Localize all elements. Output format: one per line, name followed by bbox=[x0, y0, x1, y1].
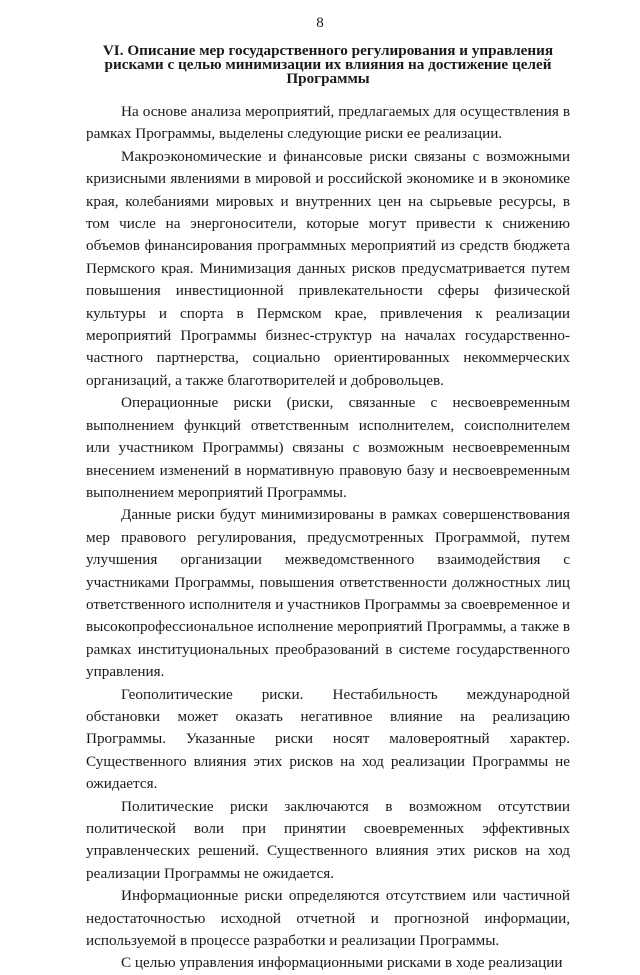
paragraph-geopolitical-risks: Геополитические риски. Нестабильность международной обстановки может оказать негативное влияние на реализацию Программы. Указанные риски носят маловероятный характер. Существенного влияния этих рисков на ход реализации Программы не ожидается. bbox=[86, 685, 570, 793]
section-heading: VI. Описание мер государственного регулирования и управления рисками с целью минимизации их влияния на достижение целей Программы bbox=[102, 42, 554, 87]
page-number: 8 bbox=[316, 15, 324, 31]
paragraph-operational-mitigation: Данные риски будут минимизированы в рамках совершенствования мер правового регулирования, предусмотренных Программой, путем улучшения организации межведомственного взаимодействия с участниками Программы, повышения ответственности должностных лиц ответственного исполнителя и участников Программы за своевременное и высокопрофессиональное исполнение мероприятий Программы, а также в рамках институциональных преобразований в системе государственного управления. bbox=[86, 506, 570, 681]
paragraph-macroeconomic-risks: Макроэкономические и финансовые риски связаны с возможными кризисными явлениями в мировой и российской экономике и в экономике края, колебаниями мировых и внутренних цен на сырьевые ресурсы, в том числе на энергоносители, которые могут привести к снижению объемов финансирования программных мероприятий из средств бюджета Пермского края. Минимизация данных рисков предусматривается путем повышения инвестиционной привлекательности сферы физической культуры и спорта в Пермском крае, привлечения к реализации мероприятий Программы бизнес-структур на началах государственно-частного партнерства, социально ориентированных некоммерческих организаций, а также благотворителей и добровольцев. bbox=[86, 147, 570, 389]
paragraph-information-management: С целью управления информационными рисками в ходе реализации bbox=[121, 954, 563, 972]
paragraph-risks-intro: На основе анализа мероприятий, предлагаемых для осуществления в рамках Программы, выделены следующие риски ее реализации. bbox=[86, 103, 570, 143]
paragraph-information-risks: Информационные риски определяются отсутствием или частичной недостаточностью исходной отчетной и прогнозной информации, используемой в процессе разработки и реализации Программы. bbox=[86, 887, 570, 950]
paragraph-political-risks: Политические риски заключаются в возможном отсутствии политической воли при принятии своевременных эффективных управленческих решений. Существенного влияния этих рисков на ход реализации Программы не ожидается. bbox=[86, 797, 570, 882]
body-text bbox=[86, 101, 570, 975]
paragraph-operational-risks: Операционные риски (риски, связанные с несвоевременным выполнением функций ответственным исполнителем, соисполнителем или участником Программы) связаны с возможным несвоевременным внесением изменений в нормативную правовую базу и несвоевременным выполнением мероприятий Программы. bbox=[86, 394, 570, 501]
